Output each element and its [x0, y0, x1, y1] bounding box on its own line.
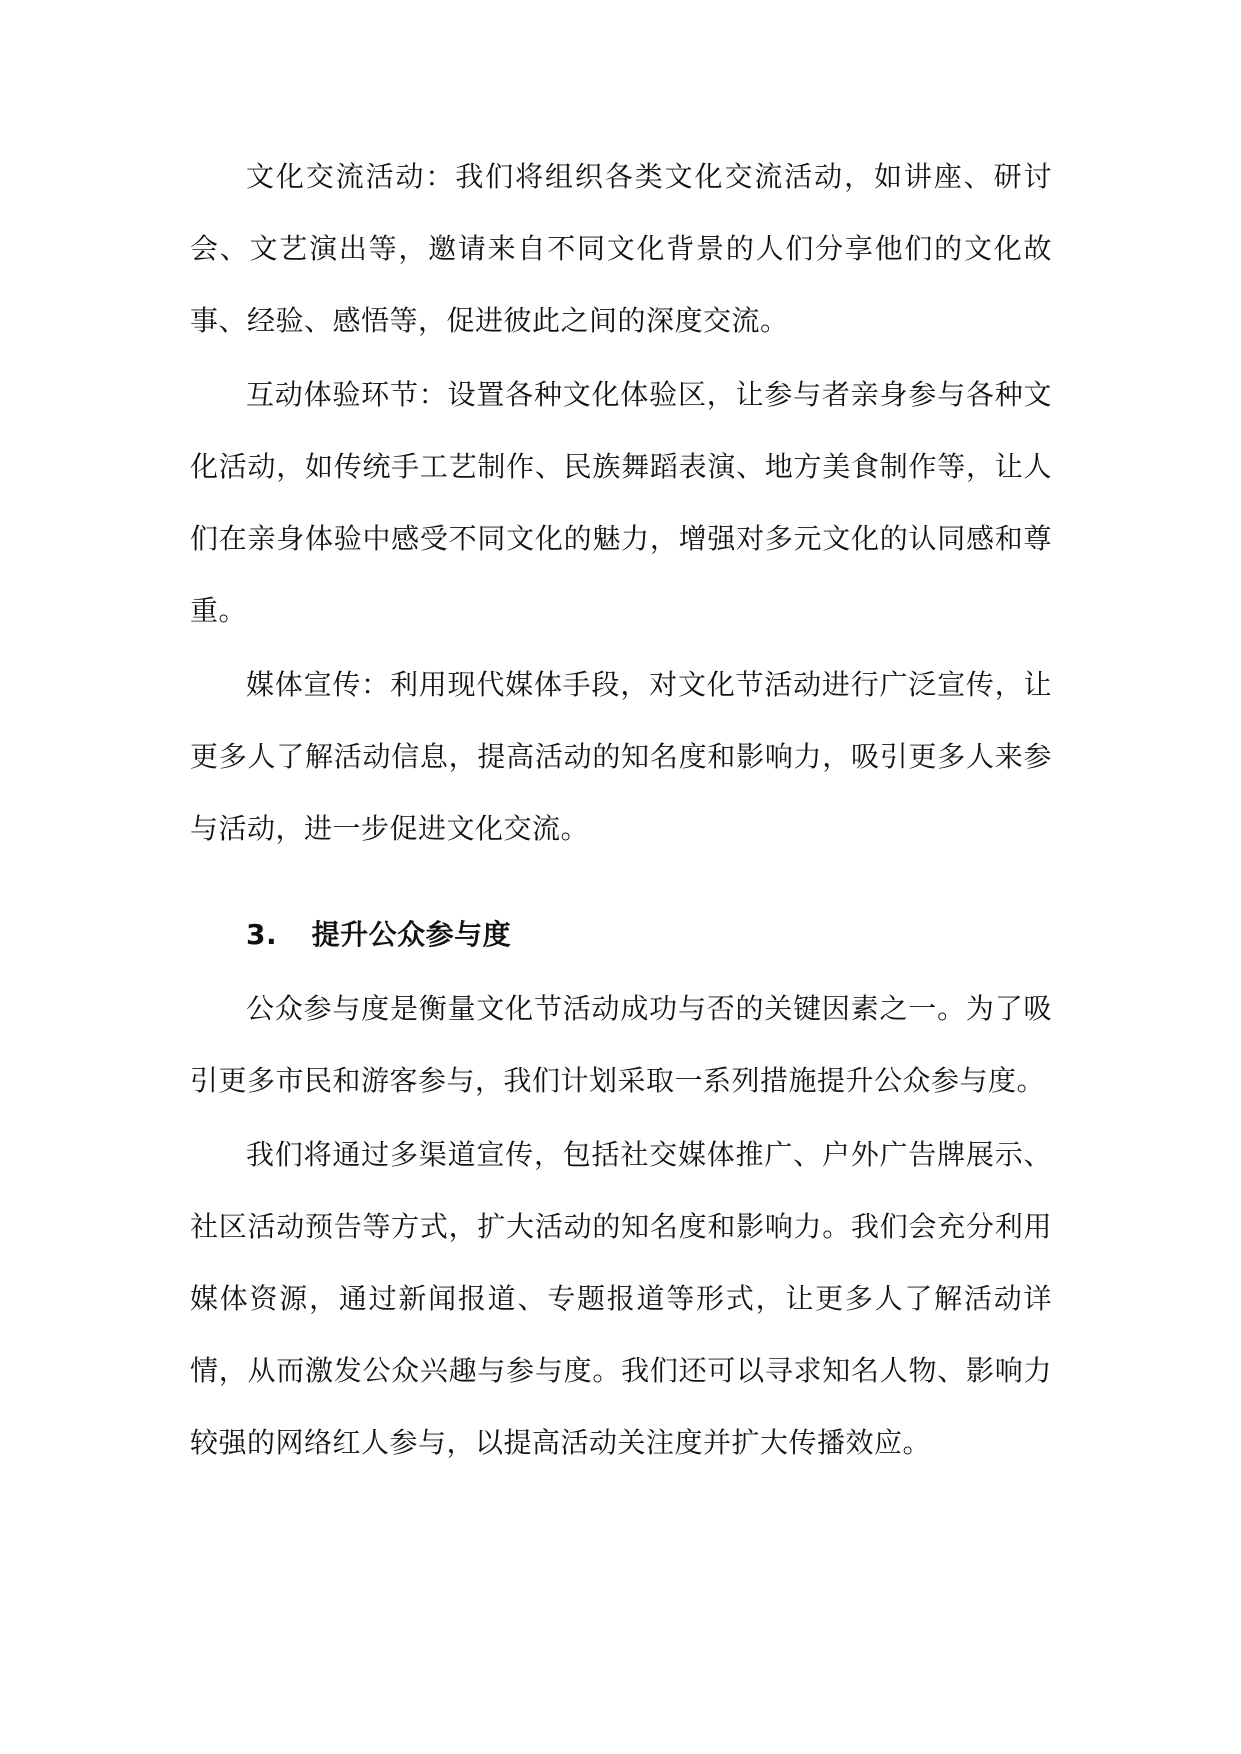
paragraph-interactive-experience: 互动体验环节：设置各种文化体验区，让参与者亲身参与各种文化活动，如传统手工艺制作、民族舞蹈表演、地方美食制作等，让人们在亲身体验中感受不同文化的魅力，增强对多元文化的认同感和尊重。: [190, 378, 1052, 627]
section-heading: [190, 899, 1052, 971]
paragraph-cultural-exchange: 文化交流活动：我们将组织各类文化交流活动，如讲座、研讨会、文艺演出等，邀请来自不同文化背景的人们分享他们的文化故事、经验、感悟等，促进彼此之间的深度交流。: [190, 160, 1052, 337]
section-title: 提升公众参与度: [311, 918, 512, 951]
section-number: 3.: [246, 918, 278, 951]
paragraph-media-promotion: 媒体宣传：利用现代媒体手段，对文化节活动进行广泛宣传，让更多人了解活动信息，提高活动的知名度和影响力，吸引更多人来参与活动，进一步促进文化交流。: [190, 668, 1052, 845]
paragraph-public-participation: 公众参与度是衡量文化节活动成功与否的关键因素之一。为了吸引更多市民和游客参与，我们计划采取一系列措施提升公众参与度。: [190, 992, 1052, 1097]
paragraph-multichannel-promotion: 我们将通过多渠道宣传，包括社交媒体推广、户外广告牌展示、社区活动预告等方式，扩大活动的知名度和影响力。我们会充分利用媒体资源，通过新闻报道、专题报道等形式，让更多人了解活动详情，从而激发公众兴趣与参与度。我们还可以寻求知名人物、影响力较强的网络红人参与，以提高活动关注度并扩大传播效应。: [190, 1138, 1052, 1459]
document-body: [190, 141, 1052, 1479]
